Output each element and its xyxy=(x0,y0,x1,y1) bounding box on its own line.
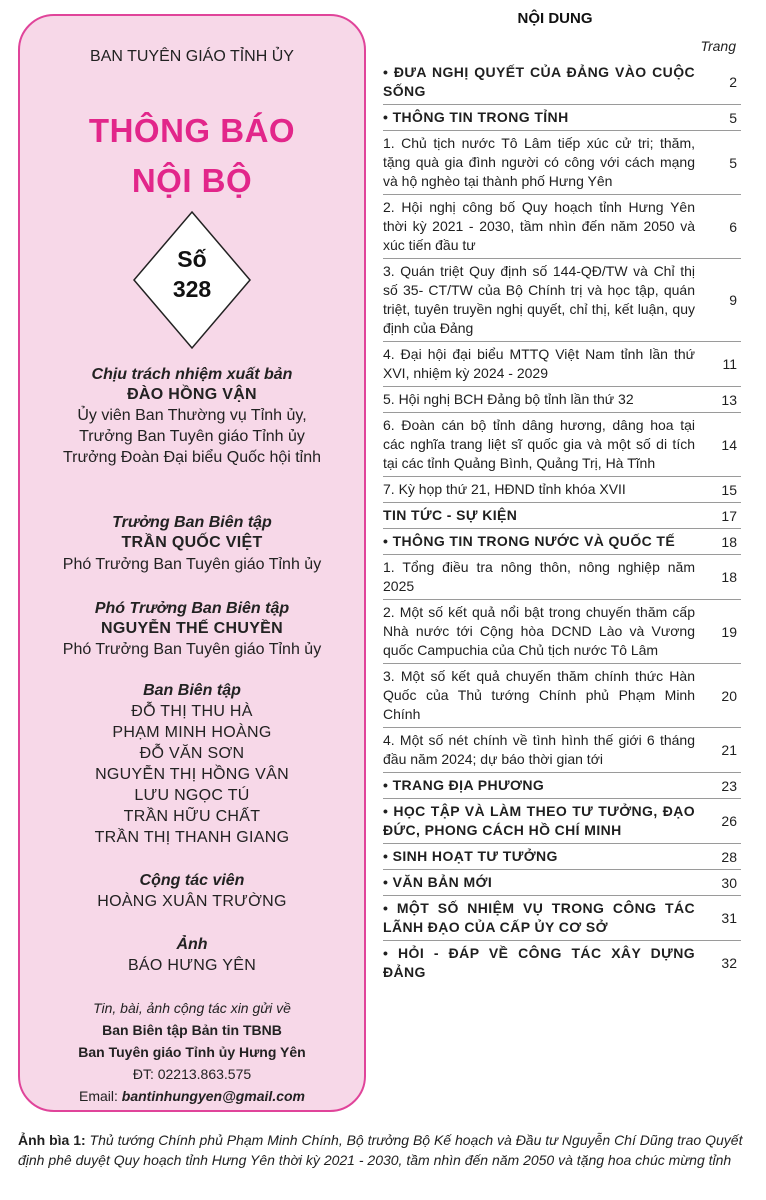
toc-entry-title: 2. Một số kết quả nổi bật trong chuyến thăm cấp Nhà nước tới Cộng hòa DCND Lào và Vương quốc Campuchia của Chủ tịch nước Tô Lâm xyxy=(383,604,695,658)
contact-phone: ĐT: 02213.863.575 xyxy=(132,1066,252,1082)
deputy-editor-title: Phó Trưởng Ban Biên tập xyxy=(94,600,290,617)
toc-entry[interactable] xyxy=(383,941,741,985)
toc-entry-title: 4. Đại hội đại biểu MTTQ Việt Nam tỉnh lần thứ XVI, nhiệm kỳ 2024 - 2029 xyxy=(383,346,695,381)
toc-entry[interactable] xyxy=(383,60,741,105)
deputy-editor-name: NGUYỄN THẾ CHUYỀN xyxy=(100,620,283,637)
toc-entry-title: • ĐƯA NGHỊ QUYẾT CỦA ĐẢNG VÀO CUỘC SỐNG xyxy=(383,64,695,99)
organization-name: BAN TUYÊN GIÁO TỈNH ỦY xyxy=(90,48,294,65)
toc-entry[interactable] xyxy=(383,799,741,844)
board-member: ĐỖ THỊ THU HÀ xyxy=(131,703,253,720)
toc-entry-title: • VĂN BẢN MỚI xyxy=(383,874,493,890)
toc-entry[interactable] xyxy=(383,870,741,896)
toc-entry-page: 18 xyxy=(721,569,737,585)
toc-entry[interactable] xyxy=(383,773,741,799)
toc-entry[interactable] xyxy=(383,896,741,941)
toc-entry[interactable] xyxy=(383,529,741,555)
issue-label: Số xyxy=(177,246,207,272)
photo-credit-title: Ảnh xyxy=(176,936,208,953)
contact-line1: Ban Biên tập Bản tin TBNB xyxy=(102,1022,282,1038)
toc-entry-page: 2 xyxy=(729,74,737,90)
publisher-role: Trưởng Đoàn Đại biểu Quốc hội tỉnh xyxy=(62,449,322,466)
publisher-title: Chịu trách nhiệm xuất bản xyxy=(91,366,293,383)
toc-entry-title: 4. Một số nét chính về tình hình thế giới 6 tháng đầu năm 2024; dự báo thời gian tới xyxy=(383,732,695,767)
editorial-board-title: Ban Biên tập xyxy=(143,682,241,699)
toc-entry-page: 5 xyxy=(729,154,737,171)
publisher-role: Trưởng Ban Tuyên giáo Tỉnh ủy xyxy=(79,428,305,445)
toc-entry[interactable] xyxy=(383,477,741,503)
toc-entry-title: 3. Một số kết quả chuyến thăm chính thức Hàn Quốc của Thủ tướng Chính phủ Phạm Minh Chính xyxy=(383,668,695,722)
board-member: LƯU NGỌC TÚ xyxy=(134,787,250,804)
editor-in-chief-name: TRẦN QUỐC VIỆT xyxy=(121,534,263,551)
cover-photo-caption xyxy=(18,1130,746,1170)
toc-entry-page: 23 xyxy=(721,777,737,794)
publisher-role: Ủy viên Ban Thường vụ Tỉnh ủy, xyxy=(77,407,307,424)
board-member: ĐỖ VĂN SƠN xyxy=(139,745,245,762)
toc-entry-page: 26 xyxy=(721,813,737,829)
toc-entry-title: TIN TỨC - SỰ KIỆN xyxy=(383,507,518,523)
toc-entry[interactable] xyxy=(383,259,741,342)
toc-entry-title: 7. Kỳ họp thứ 21, HĐND tỉnh khóa XVII xyxy=(383,481,626,497)
collaborator-name: HOÀNG XUÂN TRƯỜNG xyxy=(97,893,287,910)
toc-entry-title: • SINH HOẠT TƯ TƯỞNG xyxy=(383,848,558,864)
photo-credit-name: BÁO HƯNG YÊN xyxy=(127,957,257,974)
contact-line2: Ban Tuyên giáo Tỉnh ủy Hưng Yên xyxy=(78,1044,306,1060)
toc-entry-page: 28 xyxy=(721,848,737,865)
toc-entry-page: 19 xyxy=(721,623,737,640)
toc-entry-page: 17 xyxy=(721,507,737,524)
email-address[interactable]: bantinhungyen@gmail.com xyxy=(121,1088,305,1104)
toc-entry-page: 32 xyxy=(721,955,737,971)
toc-entry-page: 5 xyxy=(729,109,737,126)
toc-page-header: Trang xyxy=(700,38,736,54)
caption-text: Thủ tướng Chính phủ Phạm Minh Chính, Bộ trưởng Bộ Kế hoạch và Đầu tư Nguyễn Chí Dũng trao Quyết định phê duyệt Quy hoạch tỉnh Hưng Yên thời kỳ 2021 - 2030, tầm nhìn đến năm 2050 và tặng hoa chúc mừng tỉnh xyxy=(18,1132,743,1168)
toc-entry[interactable] xyxy=(383,413,741,477)
toc-entry-title: 2. Hội nghị công bố Quy hoạch tỉnh Hưng Yên thời kỳ 2021 - 2030, tầm nhìn đến năm 2050 và xúc tiến đầu tư xyxy=(383,199,695,253)
contact-intro: Tin, bài, ảnh cộng tác xin gửi về xyxy=(93,1000,291,1016)
toc-entry-page: 21 xyxy=(721,742,737,758)
toc-entry[interactable] xyxy=(383,728,741,773)
issue-badge xyxy=(132,210,252,350)
board-member: PHẠM MINH HOÀNG xyxy=(112,724,272,741)
toc-entry[interactable] xyxy=(383,342,741,387)
toc-entry-page: 6 xyxy=(729,218,737,235)
toc-entry-page: 15 xyxy=(721,481,737,498)
table-of-contents xyxy=(383,60,741,985)
toc-entry-page: 30 xyxy=(721,874,737,891)
toc-entry[interactable] xyxy=(383,600,741,664)
publication-title-line2: NỘI BỘ xyxy=(131,162,253,199)
toc-entry-title: • HỌC TẬP VÀ LÀM THEO TƯ TƯỞNG, ĐẠO ĐỨC, PHONG CÁCH HỒ CHÍ MINH xyxy=(383,803,695,838)
board-member: TRẦN HỮU CHẤT xyxy=(123,808,261,825)
toc-entry[interactable] xyxy=(383,844,741,870)
toc-entry[interactable] xyxy=(383,664,741,728)
toc-entry-title: 6. Đoàn cán bộ tỉnh dâng hương, dâng hoa tại các nghĩa trang liệt sĩ quốc gia và một số di tích tại các tỉnh Quảng Bình, Quảng Trị, Hà Tĩnh xyxy=(383,417,695,471)
toc-entry-title: • THÔNG TIN TRONG TỈNH xyxy=(383,109,569,125)
editor-in-chief-title: Trưởng Ban Biên tập xyxy=(112,514,272,531)
deputy-editor-role: Phó Trưởng Ban Tuyên giáo Tỉnh ủy xyxy=(62,641,322,658)
toc-entry-title: • TRANG ĐỊA PHƯƠNG xyxy=(383,777,545,793)
board-member: NGUYỄN THỊ HỒNG VÂN xyxy=(95,766,289,783)
board-member: TRẦN THỊ THANH GIANG xyxy=(94,829,290,846)
toc-entry-page: 14 xyxy=(721,436,737,453)
toc-entry-title: 5. Hội nghị BCH Đảng bộ tỉnh lần thứ 32 xyxy=(383,391,634,407)
toc-entry-title: • THÔNG TIN TRONG NƯỚC VÀ QUỐC TẾ xyxy=(383,533,676,549)
issue-number: 328 xyxy=(172,276,212,302)
toc-entry-page: 13 xyxy=(721,391,737,408)
toc-entry-title: • HỎI - ĐÁP VỀ CÔNG TÁC XÂY DỰNG ĐẢNG xyxy=(383,945,695,980)
toc-entry[interactable] xyxy=(383,555,741,600)
toc-entry[interactable] xyxy=(383,105,741,131)
masthead-panel xyxy=(18,14,366,1112)
caption-label: Ảnh bìa 1: xyxy=(18,1132,86,1148)
toc-entry[interactable] xyxy=(383,131,741,195)
editor-in-chief-role: Phó Trưởng Ban Tuyên giáo Tỉnh ủy xyxy=(62,556,322,573)
toc-entry[interactable] xyxy=(383,195,741,259)
collaborator-title: Cộng tác viên xyxy=(139,872,245,889)
toc-heading: NỘI DUNG xyxy=(517,10,593,27)
toc-entry[interactable] xyxy=(383,503,741,529)
toc-entry-page: 20 xyxy=(721,687,737,704)
toc-entry-page: 9 xyxy=(729,292,737,308)
publication-title-line1: THÔNG BÁO xyxy=(88,112,296,149)
toc-entry-page: 31 xyxy=(721,910,737,926)
toc-entry[interactable] xyxy=(383,387,741,413)
email-label: Email: xyxy=(78,1088,122,1104)
toc-entry-title: 3. Quán triệt Quy định số 144-QĐ/TW và Chỉ thị số 35- CT/TW của Bộ Chính trị và học tập, quán triệt, tuyên truyền nghị quyết, chỉ thị, kết luận, quy định của Đảng xyxy=(383,263,695,336)
toc-entry-title: 1. Chủ tịch nước Tô Lâm tiếp xúc cử tri; thăm, tặng quà gia đình người có công với cách mạng và hộ nghèo tại thành phố Hưng Yên xyxy=(383,135,695,189)
toc-entry-title: • MỘT SỐ NHIỆM VỤ TRONG CÔNG TÁC LÃNH ĐẠO CỦA CẤP ỦY CƠ SỞ xyxy=(383,900,695,935)
toc-entry-title: 1. Tổng điều tra nông thôn, nông nghiệp năm 2025 xyxy=(383,559,695,594)
publisher-name: ĐÀO HỒNG VẬN xyxy=(127,386,257,403)
toc-entry-page: 18 xyxy=(721,533,737,550)
toc-entry-page: 11 xyxy=(722,356,737,372)
contact-email-line xyxy=(20,1088,364,1104)
